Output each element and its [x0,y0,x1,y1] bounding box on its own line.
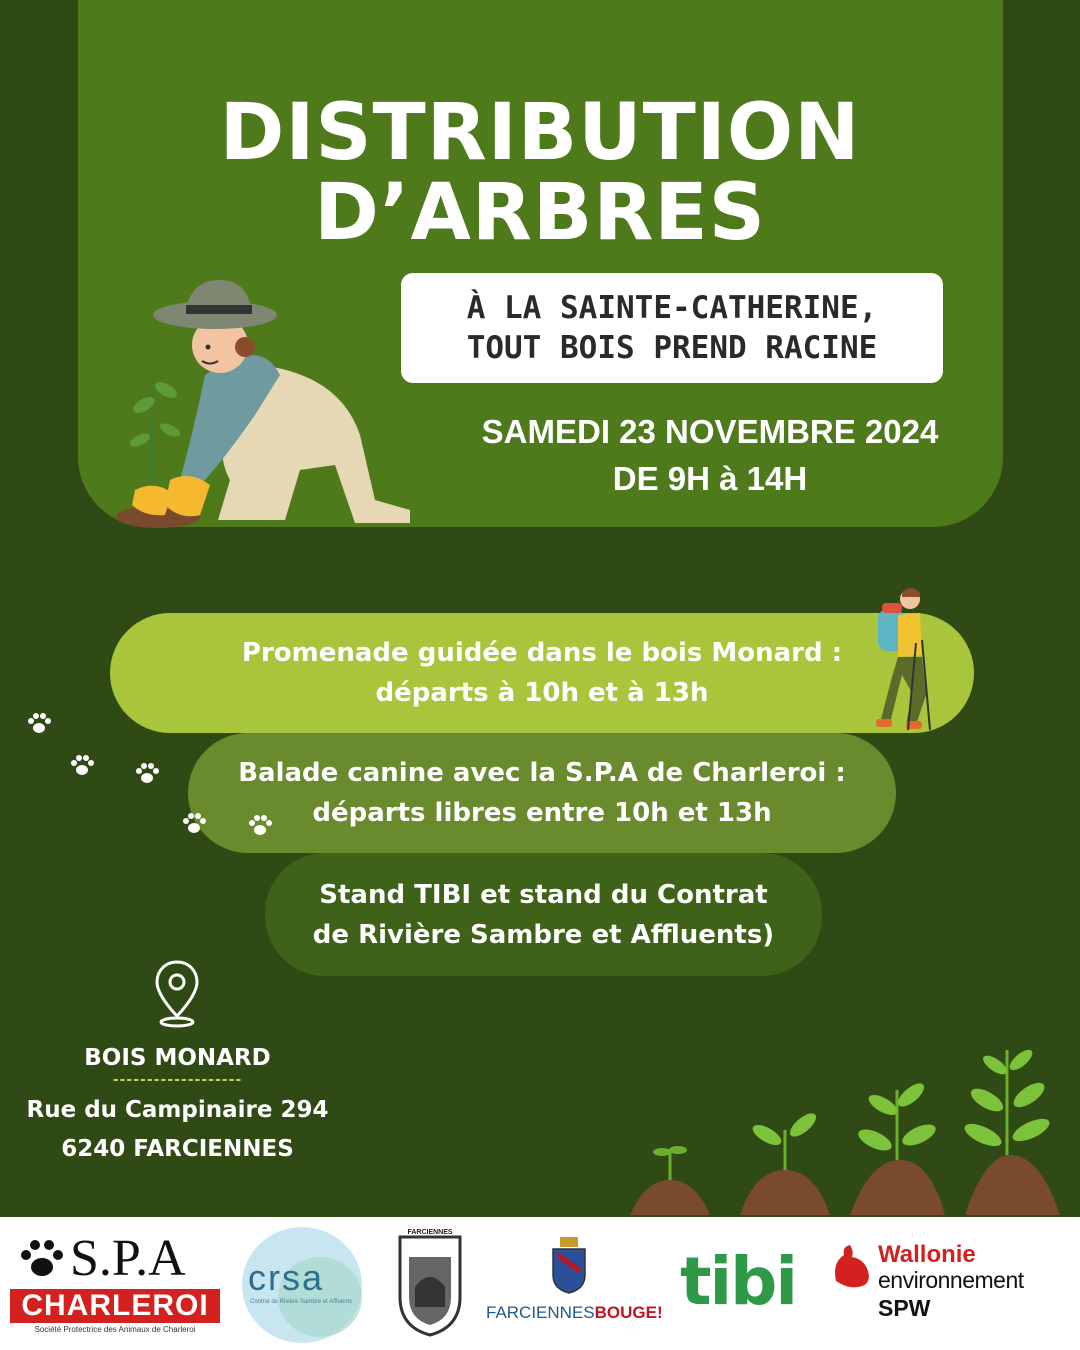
spa-name: S.P.A [70,1230,186,1287]
wallonie-text: Wallonie [878,1241,976,1268]
activity-guided-walk [110,613,974,733]
activity-2-line-1: Balade canine avec la S.P.A de Charleroi : [238,758,846,788]
location-divider: ------------------- [112,1072,243,1088]
farciennes-seal-label: FARCIENNES [407,1229,453,1236]
activity-3-line-1: Stand TIBI et stand du Contrat [319,879,768,910]
paw-print-icon [180,810,208,838]
activity-1-line-2: départs à 10h et à 13h [375,678,709,708]
activity-stands [265,853,822,976]
event-hours: DE 9H à 14H [612,460,808,497]
farciennes-bouge-logo [486,1237,663,1337]
farciennes-bouge-text-b: BOUGE! [594,1303,663,1322]
rooster-icon [828,1241,874,1291]
spw-text: SPW [878,1295,931,1321]
farciennes-bouge-text-a: FARCIENNES [486,1303,595,1322]
activity-2-line-2: départs libres entre 10h et 13h [312,798,772,828]
title-line-1: DISTRIBUTION [219,88,861,178]
hiker-illustration [868,585,948,735]
activity-1-line-1: Promenade guidée dans le bois Monard : [241,638,843,668]
activity-3-line-2: de Rivière Sambre et Affluents) [312,919,775,950]
tagline-line-1: À LA SAINTE-CATHERINE, [466,290,878,326]
paw-logo-icon [18,1237,66,1281]
coat-of-arms-icon [550,1237,588,1295]
paw-print-icon [133,760,161,788]
paw-print-icon [25,710,53,738]
crsa-logo-text: crsa [248,1257,325,1298]
location-pin-icon [153,958,201,1030]
gardener-illustration [110,265,420,530]
tibi-logo: tibi [680,1243,797,1320]
location-street: Rue du Campinaire 294 [26,1097,329,1123]
location-city: 6240 FARCIENNES [61,1136,294,1162]
activity-dog-walk [188,733,896,853]
crsa-subtitle: Contrat de Rivière Sambre et Affluents [250,1299,353,1305]
paw-print-icon [246,812,274,840]
spa-charleroi-logo [10,1231,220,1335]
seedlings-illustration [625,1040,1065,1220]
wallonie-environnement-logo [828,1239,1073,1339]
event-date: SAMEDI 23 NOVEMBRE 2024 [481,413,939,450]
sponsors-footer [0,1217,1080,1350]
location-name: BOIS MONARD [84,1045,271,1071]
environnement-text: environnement [878,1267,1024,1293]
spa-subtitle: Société Protectrice des Animaux de Charleroi [34,1325,196,1334]
tagline-box [401,273,943,383]
title-line-2: D’ARBRES [314,168,766,258]
tagline-line-2: TOUT BOIS PREND RACINE [466,330,878,366]
spa-city: CHARLEROI [10,1289,220,1323]
farciennes-seal-logo [395,1227,465,1339]
paw-print-icon [68,752,96,780]
